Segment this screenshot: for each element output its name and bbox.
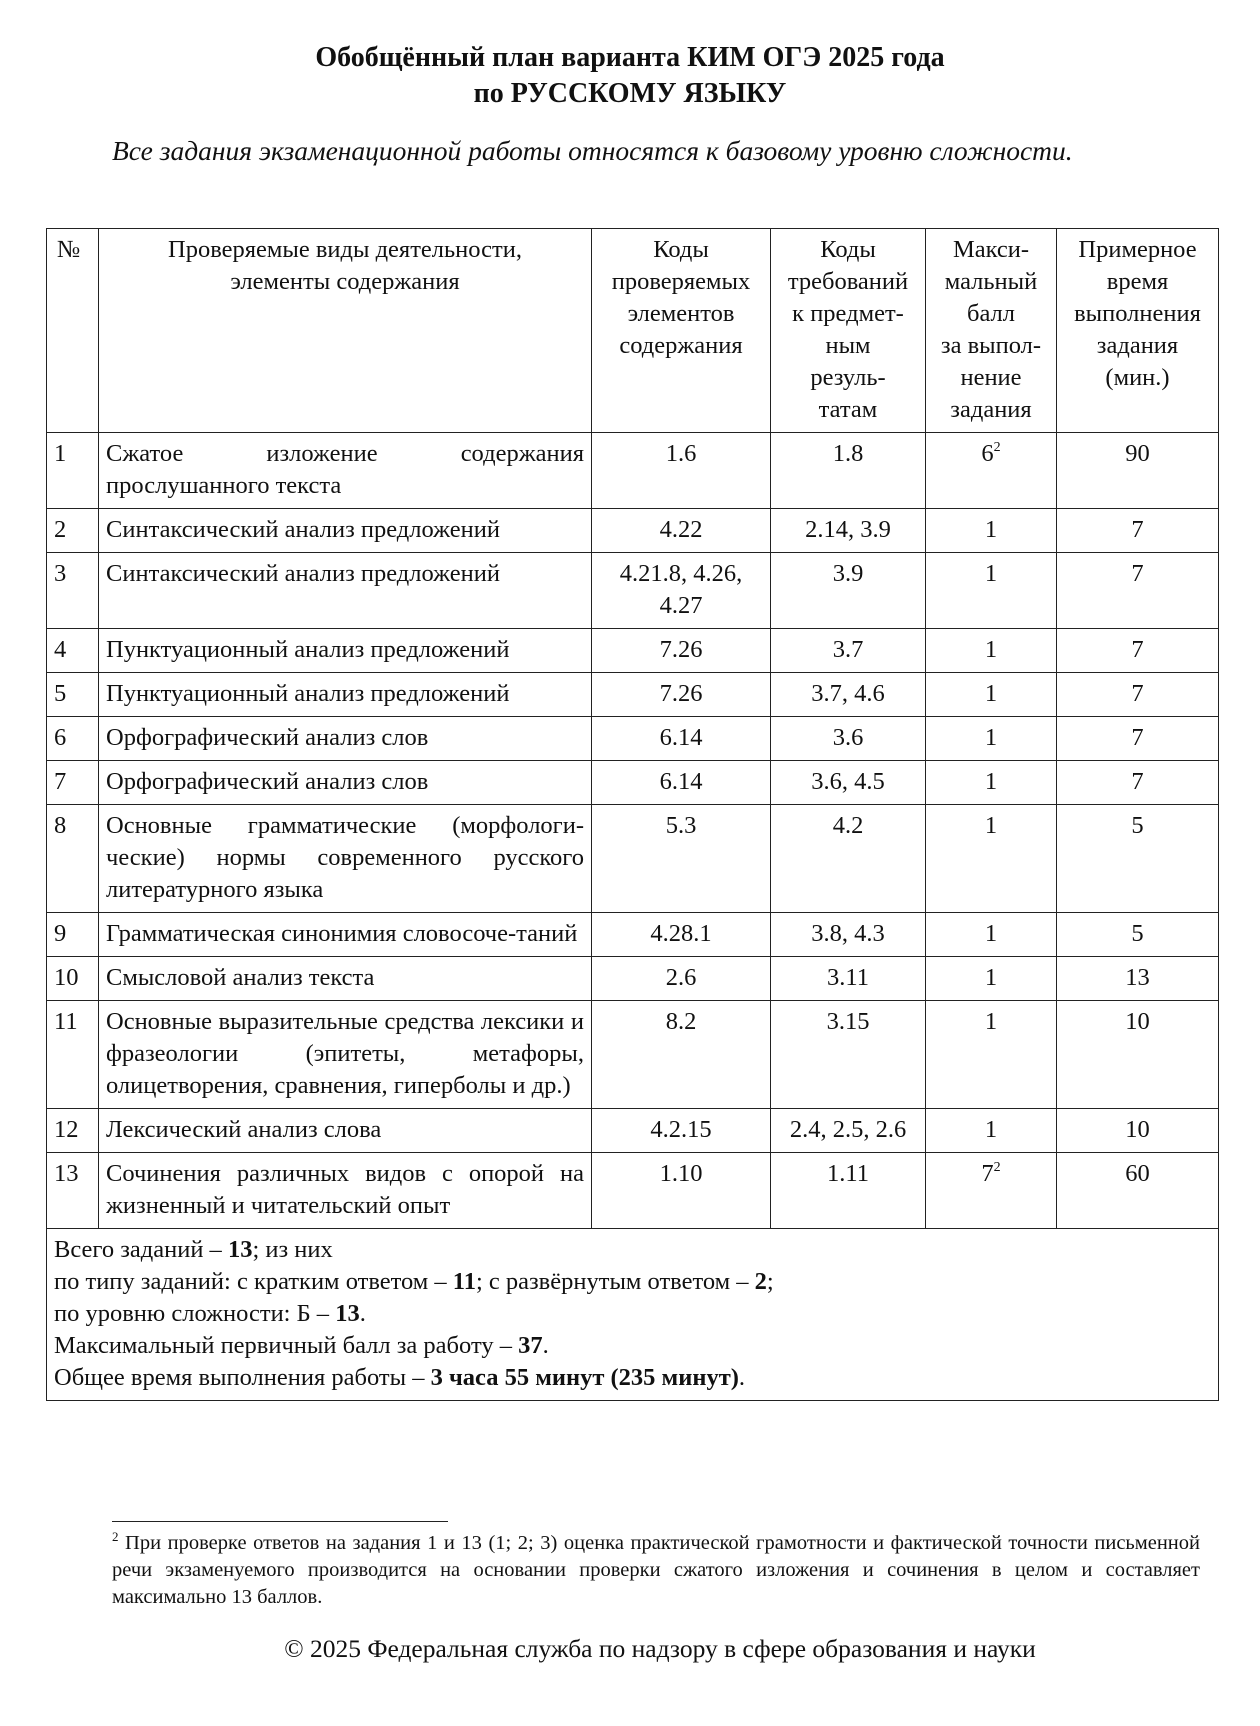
activity-cell-text: Синтаксический анализ предложений xyxy=(106,516,500,543)
document-title xyxy=(0,40,1260,112)
table-row xyxy=(47,629,1219,673)
task-number-text: 13 xyxy=(54,1160,79,1187)
plan-table xyxy=(46,228,1219,1401)
content-codes-cell-text: 1.10 xyxy=(659,1160,703,1187)
time-cell xyxy=(1057,913,1219,957)
footnote-divider xyxy=(112,1521,448,1522)
req-codes-cell xyxy=(771,761,926,805)
time-cell xyxy=(1057,805,1219,913)
content-codes-cell xyxy=(592,717,771,761)
max-score-cell-text: 1 xyxy=(984,516,998,543)
time-cell-text: 7 xyxy=(1131,516,1144,543)
task-number xyxy=(47,1001,99,1109)
time-cell-text: 7 xyxy=(1131,636,1144,663)
task-number xyxy=(47,761,99,805)
summary-type: по типу заданий: с кратким ответом – 11; с развёрнутым ответом – 2; xyxy=(54,1268,774,1295)
task-number-text: 6 xyxy=(54,724,67,751)
max-score-cell-text: 1 xyxy=(984,1008,998,1035)
activity-cell-text: Лексический анализ слова xyxy=(106,1116,382,1143)
activity-cell xyxy=(99,629,592,673)
table-row xyxy=(47,509,1219,553)
footnote-mark: 2 xyxy=(112,1529,119,1544)
max-score-cell-text: 1 xyxy=(984,812,998,839)
max-score-cell xyxy=(926,629,1057,673)
activity-cell xyxy=(99,1153,592,1229)
content-codes-cell xyxy=(592,433,771,509)
req-codes-cell-text: 3.9 xyxy=(832,560,864,587)
content-codes-cell xyxy=(592,1109,771,1153)
req-codes-cell-text: 3.6 xyxy=(832,724,864,751)
header-time: Примерное время выполнения задания (мин.) xyxy=(1057,229,1219,433)
time-cell-text: 90 xyxy=(1125,440,1150,467)
activity-cell-text: Грамматическая синонимия словосоче-таний xyxy=(106,920,578,947)
time-cell xyxy=(1057,1001,1219,1109)
summary-cell xyxy=(47,1229,1219,1401)
table-row xyxy=(47,805,1219,913)
time-cell-text: 60 xyxy=(1125,1160,1150,1187)
activity-cell xyxy=(99,913,592,957)
req-codes-cell xyxy=(771,1109,926,1153)
time-cell-text: 5 xyxy=(1131,920,1144,947)
content-codes-cell xyxy=(592,957,771,1001)
req-codes-cell xyxy=(771,805,926,913)
activity-cell xyxy=(99,1001,592,1109)
time-cell xyxy=(1057,1109,1219,1153)
task-number-text: 5 xyxy=(54,680,67,707)
activity-cell xyxy=(99,761,592,805)
table-row xyxy=(47,717,1219,761)
header-content-codes: Коды проверяемых элементов содержания xyxy=(592,229,771,433)
task-number-text: 9 xyxy=(54,920,67,947)
time-cell-text: 5 xyxy=(1131,812,1144,839)
activity-cell-text: Пунктуационный анализ предложений xyxy=(106,636,510,663)
activity-cell xyxy=(99,1109,592,1153)
time-cell-text: 10 xyxy=(1125,1008,1150,1035)
footnote xyxy=(112,1530,1200,1611)
task-number xyxy=(47,629,99,673)
req-codes-cell xyxy=(771,629,926,673)
time-cell xyxy=(1057,761,1219,805)
header-req-codes: Коды требований к предмет- ным резуль- татам xyxy=(771,229,926,433)
task-number-text: 11 xyxy=(54,1008,78,1035)
content-codes-cell-text: 4.22 xyxy=(659,516,703,543)
activity-cell-text: Синтаксический анализ предложений xyxy=(106,560,500,587)
task-number xyxy=(47,509,99,553)
time-cell xyxy=(1057,433,1219,509)
max-score-cell-text: 1 xyxy=(984,920,998,947)
task-number xyxy=(47,1153,99,1229)
activity-cell xyxy=(99,805,592,913)
max-score-cell-text: 1 xyxy=(984,680,998,707)
content-codes-cell-text: 6.14 xyxy=(659,724,703,751)
time-cell xyxy=(1057,957,1219,1001)
req-codes-cell-text: 2.4, 2.5, 2.6 xyxy=(789,1116,907,1143)
task-number-text: 3 xyxy=(54,560,67,587)
content-codes-cell-text: 4.21.8, 4.26, 4.27 xyxy=(619,560,743,619)
footnote-reference: 2 xyxy=(993,1160,1001,1175)
time-cell-text: 7 xyxy=(1131,724,1144,751)
time-cell xyxy=(1057,553,1219,629)
max-score-cell-text: 1 xyxy=(984,964,998,991)
max-score-cell-text: 1 xyxy=(984,724,998,751)
req-codes-cell xyxy=(771,433,926,509)
task-number-text: 8 xyxy=(54,812,67,839)
summary-total: Всего заданий – 13; из них xyxy=(54,1236,333,1263)
max-score-cell-text: 1 xyxy=(984,560,998,587)
task-number xyxy=(47,673,99,717)
time-cell xyxy=(1057,673,1219,717)
req-codes-cell-text: 3.8, 4.3 xyxy=(811,920,885,947)
content-codes-cell-text: 6.14 xyxy=(659,768,703,795)
activity-cell-text: Орфографический анализ слов xyxy=(106,768,429,795)
task-number xyxy=(47,805,99,913)
table-row xyxy=(47,1153,1219,1229)
activity-cell xyxy=(99,957,592,1001)
max-score-cell xyxy=(926,957,1057,1001)
task-number xyxy=(47,913,99,957)
req-codes-cell xyxy=(771,673,926,717)
activity-cell-text: Смысловой анализ текста xyxy=(106,964,375,991)
max-score-cell xyxy=(926,673,1057,717)
task-number xyxy=(47,553,99,629)
max-score-cell xyxy=(926,1109,1057,1153)
table-row xyxy=(47,1001,1219,1109)
activity-cell-text: Орфографический анализ слов xyxy=(106,724,429,751)
title-line-1: Обобщённый план варианта КИМ ОГЭ 2025 года xyxy=(315,42,945,73)
req-codes-cell xyxy=(771,509,926,553)
time-cell xyxy=(1057,629,1219,673)
content-codes-cell-text: 7.26 xyxy=(659,680,703,707)
content-codes-cell-text: 4.2.15 xyxy=(650,1116,712,1143)
header-num: № xyxy=(47,229,99,433)
content-codes-cell xyxy=(592,629,771,673)
max-score-cell xyxy=(926,1153,1057,1229)
req-codes-cell-text: 3.7 xyxy=(832,636,864,663)
task-number-text: 7 xyxy=(54,768,67,795)
time-cell-text: 7 xyxy=(1131,560,1144,587)
time-cell-text: 10 xyxy=(1125,1116,1150,1143)
header-activity: Проверяемые виды деятельности, элементы содержания xyxy=(99,229,592,433)
content-codes-cell xyxy=(592,1001,771,1109)
time-cell xyxy=(1057,717,1219,761)
header-max-score: Макси- мальный балл за выпол- нение задания xyxy=(926,229,1057,433)
time-cell xyxy=(1057,509,1219,553)
activity-cell xyxy=(99,717,592,761)
max-score-cell xyxy=(926,433,1057,509)
content-codes-cell-text: 1.6 xyxy=(665,440,697,467)
content-codes-cell xyxy=(592,805,771,913)
task-number xyxy=(47,433,99,509)
req-codes-cell-text: 4.2 xyxy=(832,812,864,839)
content-codes-cell xyxy=(592,1153,771,1229)
table-row xyxy=(47,433,1219,509)
req-codes-cell-text: 3.6, 4.5 xyxy=(811,768,885,795)
title-line-2: по РУССКОМУ ЯЗЫКУ xyxy=(473,78,787,109)
summary-total-time: Общее время выполнения работы – 3 часа 55 минут (235 минут). xyxy=(54,1364,746,1391)
req-codes-cell-text: 3.7, 4.6 xyxy=(811,680,885,707)
table-row xyxy=(47,761,1219,805)
content-codes-cell-text: 4.28.1 xyxy=(650,920,712,947)
max-score-cell xyxy=(926,805,1057,913)
activity-cell xyxy=(99,553,592,629)
req-codes-cell xyxy=(771,957,926,1001)
activity-cell xyxy=(99,433,592,509)
max-score-cell xyxy=(926,553,1057,629)
task-number-text: 4 xyxy=(54,636,67,663)
time-cell-text: 13 xyxy=(1125,964,1150,991)
summary-level: по уровню сложности: Б – 13. xyxy=(54,1300,366,1327)
task-number-text: 2 xyxy=(54,516,67,543)
max-score-cell xyxy=(926,509,1057,553)
max-score-cell-text: 1 xyxy=(984,768,998,795)
task-number xyxy=(47,957,99,1001)
table-row xyxy=(47,957,1219,1001)
req-codes-cell xyxy=(771,553,926,629)
content-codes-cell xyxy=(592,509,771,553)
content-codes-cell-text: 7.26 xyxy=(659,636,703,663)
footnote-text: При проверке ответов на задания 1 и 13 (1; 2; 3) оценка практической грамотности и фактической точности письменной речи экзаменуемого производится на основании проверки сжатого изложения и сочинения в целом и составляет максимально 13 баллов. xyxy=(112,1532,1200,1608)
table-row xyxy=(47,673,1219,717)
task-number-text: 12 xyxy=(54,1116,79,1143)
time-cell-text: 7 xyxy=(1131,680,1144,707)
req-codes-cell-text: 2.14, 3.9 xyxy=(805,516,891,543)
copyright-footer: © 2025 Федеральная служба по надзору в сфере образования и науки xyxy=(284,1634,1036,1663)
content-codes-cell-text: 8.2 xyxy=(665,1008,697,1035)
activity-cell-text: Основные грамматические (морфологи-ческие) нормы современного русского литературного языка xyxy=(106,812,584,903)
activity-cell-text: Сочинения различных видов с опорой на жизненный и читательский опыт xyxy=(106,1160,584,1219)
summary-max-score: Максимальный первичный балл за работу – 37. xyxy=(54,1332,549,1359)
req-codes-cell xyxy=(771,1001,926,1109)
table-header-row xyxy=(47,229,1219,433)
content-codes-cell xyxy=(592,553,771,629)
max-score-cell-text: 7 xyxy=(981,1160,994,1187)
table-row xyxy=(47,1109,1219,1153)
task-number xyxy=(47,717,99,761)
task-number-text: 1 xyxy=(54,440,67,467)
req-codes-cell-text: 1.8 xyxy=(832,440,864,467)
max-score-cell xyxy=(926,913,1057,957)
content-codes-cell-text: 5.3 xyxy=(665,812,697,839)
content-codes-cell-text: 2.6 xyxy=(665,964,697,991)
max-score-cell-text: 1 xyxy=(984,636,998,663)
task-number xyxy=(47,1109,99,1153)
time-cell-text: 7 xyxy=(1131,768,1144,795)
max-score-cell xyxy=(926,761,1057,805)
max-score-cell xyxy=(926,1001,1057,1109)
activity-cell-text: Сжатое изложение содержания прослушанного текста xyxy=(106,440,584,499)
table-row xyxy=(47,913,1219,957)
time-cell xyxy=(1057,1153,1219,1229)
req-codes-cell-text: 3.11 xyxy=(827,964,869,991)
activity-cell-text: Основные выразительные средства лексики и фразеологии (эпитеты, метафоры, олицетворения, сравнения, гиперболы и др.) xyxy=(106,1008,584,1099)
req-codes-cell xyxy=(771,913,926,957)
req-codes-cell-text: 3.15 xyxy=(826,1008,870,1035)
footnote-reference: 2 xyxy=(993,440,1001,455)
content-codes-cell xyxy=(592,761,771,805)
activity-cell xyxy=(99,509,592,553)
activity-cell-text: Пунктуационный анализ предложений xyxy=(106,680,510,707)
max-score-cell-text: 6 xyxy=(981,440,994,467)
req-codes-cell-text: 1.11 xyxy=(827,1160,869,1187)
max-score-cell-text: 1 xyxy=(984,1116,998,1143)
table-row xyxy=(47,553,1219,629)
content-codes-cell xyxy=(592,913,771,957)
req-codes-cell xyxy=(771,717,926,761)
max-score-cell xyxy=(926,717,1057,761)
intro-text: Все задания экзаменационной работы относятся к базовому уровню сложности. xyxy=(112,135,1073,166)
task-number-text: 10 xyxy=(54,964,79,991)
activity-cell xyxy=(99,673,592,717)
content-codes-cell xyxy=(592,673,771,717)
req-codes-cell xyxy=(771,1153,926,1229)
summary-row xyxy=(47,1229,1219,1401)
